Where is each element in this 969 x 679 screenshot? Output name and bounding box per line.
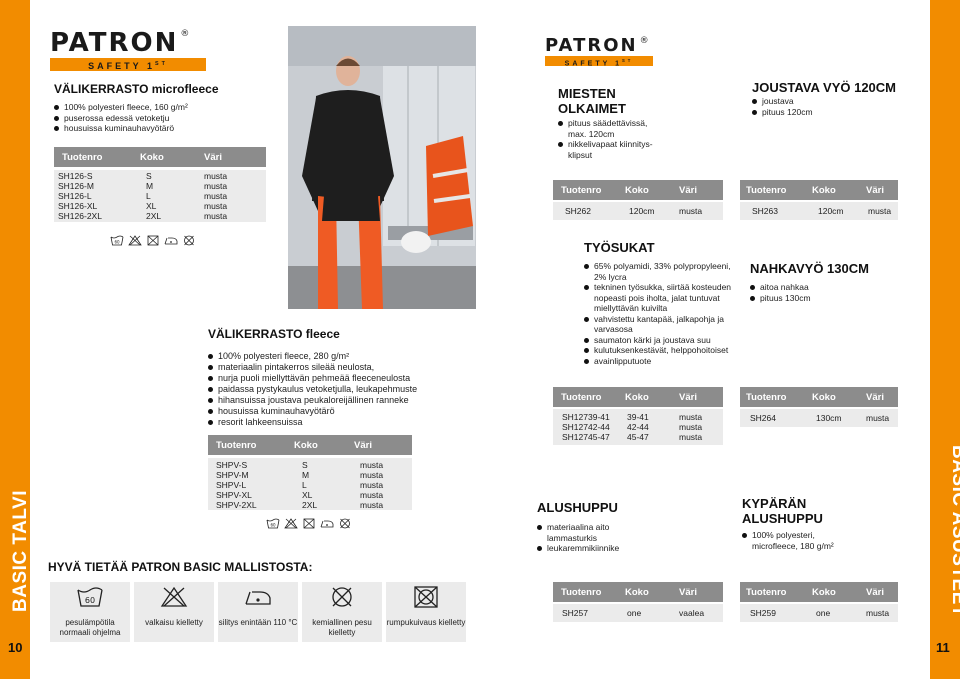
table-cell: musta — [360, 490, 384, 500]
no-tumble-dry-icon — [412, 586, 440, 608]
table-cell: musta — [679, 422, 703, 432]
alushuppu-title: ALUSHUPPU — [537, 500, 618, 515]
table-cell: SH126-L — [58, 191, 92, 201]
alushuppu-feature: materiaalina aito lammasturkis — [537, 522, 637, 543]
fleece-table-body — [208, 458, 412, 510]
tyosukat-feature: saumaton kärki ja joustava suu — [584, 335, 734, 346]
olkaimet-table-header — [553, 180, 723, 200]
fleece-feature: resorit lahkeensuissa — [208, 417, 468, 428]
fleece-feature: 100% polyesteri fleece, 280 g/m² — [208, 351, 468, 362]
olkaimet-title — [558, 86, 626, 116]
col-header-color: Väri — [866, 587, 884, 598]
no-dryclean-icon — [328, 586, 356, 608]
table-cell: XL — [302, 490, 313, 500]
kyparan-alushuppu-features — [742, 530, 852, 551]
table-cell: one — [816, 608, 831, 618]
kyparan-feature: 100% polyesteri, microfleece, 180 g/m² — [742, 530, 852, 551]
brand-tagline-sup-right: ST — [621, 58, 634, 63]
nahkavyo-table-header — [740, 387, 898, 407]
table-cell: musta — [679, 412, 703, 422]
olkaimet-feature: pituus säädettävissä, max. 120cm — [558, 118, 668, 139]
brand-tagline-sup: ST — [154, 61, 168, 67]
joustava-vyo-table-body — [740, 202, 898, 220]
table-cell: vaalea — [679, 608, 705, 618]
no-dryclean-icon — [146, 235, 160, 246]
care-wash-temp: 60 — [84, 596, 96, 605]
side-label-left: BASIC TALVI — [9, 490, 31, 612]
table-cell: 2XL — [302, 500, 318, 510]
col-header-size: Koko — [812, 587, 836, 598]
table-cell: musta — [360, 480, 384, 490]
col-header-color: Väri — [204, 152, 222, 163]
table-cell: SH126-2XL — [58, 211, 102, 221]
microfleece-feature: 100% polyesteri fleece, 160 g/m² — [54, 102, 254, 113]
table-cell: SH259 — [750, 608, 776, 618]
wash-60-icon — [266, 518, 280, 529]
photo-illustration — [288, 26, 476, 309]
table-cell: SH12742-44 — [562, 422, 610, 432]
wash-60-icon — [110, 235, 124, 246]
brand-tagline: SAFETY 1 — [88, 61, 155, 71]
table-cell: musta — [204, 201, 228, 211]
nahkavyo-feature: aitoa nahkaa — [750, 282, 890, 293]
care-item-iron — [218, 582, 298, 642]
no-bleach-icon — [128, 235, 142, 246]
wash-60-icon — [76, 586, 104, 608]
col-header-size: Koko — [625, 587, 649, 598]
brand-logo-right — [545, 37, 657, 66]
table-cell: L — [302, 480, 307, 490]
kyparan-title-line1: KYPÄRÄN — [742, 496, 807, 511]
col-header-color: Väri — [354, 440, 372, 451]
microfleece-feature: housuissa kuminauhavyötärö — [54, 123, 254, 134]
table-cell: musta — [866, 608, 890, 618]
fleece-feature: materiaalin pintakerros sileää neulosta, — [208, 362, 468, 373]
brand-logo-left — [50, 30, 210, 71]
microfleece-care-symbols — [110, 235, 196, 246]
col-header-code: Tuotenro — [561, 185, 602, 196]
table-cell: SH12739-41 — [562, 412, 610, 422]
col-header-code: Tuotenro — [746, 587, 787, 598]
nahkavyo-features — [750, 282, 890, 303]
tyosukat-feature: tekninen työsukka, siirtää kosteuden nopeasti pois iholta, jalat tuntuvat miellyttävän kuivilta — [584, 282, 734, 314]
col-header-code: Tuotenro — [62, 152, 103, 163]
table-cell: musta — [204, 181, 228, 191]
alushuppu-table-body — [553, 604, 723, 622]
no-tumble-dry-icon — [338, 518, 352, 529]
col-header-code: Tuotenro — [561, 587, 602, 598]
brand-name-right: PATRON — [545, 35, 638, 56]
alushuppu-table-header — [553, 582, 723, 602]
table-cell: SH126-XL — [58, 201, 98, 211]
tyosukat-feature: kulutuksenkestävät, helppohoitoiset — [584, 345, 734, 356]
brand-name: PATRON — [50, 28, 179, 58]
kyparan-alushuppu-title — [742, 496, 823, 526]
col-header-size: Koko — [812, 392, 836, 403]
fleece-table-header — [208, 435, 412, 455]
care-item-label: rumpukuivaus kielletty — [386, 618, 466, 627]
tyosukat-features — [584, 261, 734, 366]
table-cell: musta — [360, 500, 384, 510]
care-item-label: silitys enintään 110 °C — [218, 618, 298, 627]
iron-110-icon — [164, 235, 178, 246]
table-cell: musta — [204, 211, 228, 221]
col-header-size: Koko — [812, 185, 836, 196]
table-cell: SH126-M — [58, 181, 94, 191]
microfleece-features — [54, 102, 254, 134]
table-cell: SHPV-L — [216, 480, 247, 490]
fleece-feature: nurja puoli miellyttävän pehmeää fleeceneulosta — [208, 373, 468, 384]
tyosukat-title: TYÖSUKAT — [584, 240, 655, 255]
kyparan-table-header — [740, 582, 898, 602]
table-cell: 42-44 — [627, 422, 649, 432]
col-header-color: Väri — [679, 185, 697, 196]
col-header-color: Väri — [679, 587, 697, 598]
joustava-vyo-table-header — [740, 180, 898, 200]
brand-reg-right: ® — [639, 36, 651, 46]
table-cell: musta — [204, 191, 228, 201]
microfleece-table-header — [54, 147, 266, 167]
table-cell: SH264 — [750, 413, 776, 423]
table-cell: musta — [360, 470, 384, 480]
table-cell: SHPV-XL — [216, 490, 252, 500]
care-item-label: valkaisu kielletty — [145, 618, 203, 627]
no-dryclean-icon — [302, 518, 316, 529]
page-number-right: 11 — [936, 640, 950, 655]
no-tumble-dry-icon — [182, 235, 196, 246]
microfleece-table-body — [54, 170, 266, 222]
table-cell: SH263 — [752, 206, 778, 216]
col-header-size: Koko — [294, 440, 318, 451]
table-cell: musta — [866, 413, 890, 423]
table-cell: musta — [679, 206, 703, 216]
iron-110-icon — [320, 518, 334, 529]
care-item-dryclean — [302, 582, 382, 642]
table-cell: SH257 — [562, 608, 588, 618]
col-header-color: Väri — [866, 185, 884, 196]
joustava-vyo-feature: joustava — [752, 96, 892, 107]
wash-temp: 60 — [270, 522, 276, 528]
tyosukat-table-header — [553, 387, 723, 407]
care-item-wash — [50, 582, 130, 642]
col-header-code: Tuotenro — [746, 392, 787, 403]
joustava-vyo-title: JOUSTAVA VYÖ 120CM — [752, 80, 896, 95]
table-cell: M — [302, 470, 310, 480]
col-header-size: Koko — [140, 152, 164, 163]
brand-tagline-right: SAFETY 1 — [564, 60, 622, 68]
product-photo-man-in-base-layer — [288, 26, 476, 309]
joustava-vyo-feature: pituus 120cm — [752, 107, 892, 118]
nahkavyo-title: NAHKAVYÖ 130CM — [750, 261, 869, 276]
no-bleach-icon — [160, 586, 188, 608]
col-header-code: Tuotenro — [216, 440, 257, 451]
table-cell: musta — [679, 432, 703, 442]
table-cell: 45-47 — [627, 432, 649, 442]
col-header-color: Väri — [866, 392, 884, 403]
table-cell: musta — [204, 171, 228, 181]
care-guide-title: HYVÄ TIETÄÄ PATRON BASIC MALLISTOSTA: — [48, 560, 313, 574]
col-header-size: Koko — [625, 185, 649, 196]
col-header-color: Väri — [679, 392, 697, 403]
table-cell: L — [146, 191, 151, 201]
brand-reg: ® — [180, 29, 192, 39]
iron-110-icon — [244, 586, 272, 608]
table-cell: 130cm — [816, 413, 842, 423]
care-item-bleach — [134, 582, 214, 642]
tyosukat-feature: avainlipputuote — [584, 356, 734, 367]
kyparan-table-body — [740, 604, 898, 622]
tyosukat-feature: vahvistettu kantapää, jalkapohja ja varvasosa — [584, 314, 734, 335]
table-cell: SHPV-2XL — [216, 500, 257, 510]
table-cell: SH126-S — [58, 171, 93, 181]
fleece-feature: paidassa pystykaulus vetoketjulla, leukapehmuste — [208, 384, 468, 395]
joustava-vyo-features — [752, 96, 892, 117]
table-cell: SHPV-M — [216, 470, 249, 480]
table-cell: one — [627, 608, 642, 618]
olkaimet-title-line1: MIESTEN — [558, 86, 616, 101]
table-cell: XL — [146, 201, 157, 211]
fleece-features — [208, 351, 468, 428]
table-cell: M — [146, 181, 154, 191]
tyosukat-table-body — [553, 409, 723, 445]
olkaimet-table-body — [553, 202, 723, 220]
table-cell: SH262 — [565, 206, 591, 216]
nahkavyo-table-body — [740, 409, 898, 427]
col-header-code: Tuotenro — [746, 185, 787, 196]
wash-temp: 60 — [114, 239, 120, 245]
table-cell: 120cm — [629, 206, 655, 216]
nahkavyo-feature: pituus 130cm — [750, 293, 890, 304]
table-cell: 39-41 — [627, 412, 649, 422]
fleece-care-symbols — [266, 518, 352, 529]
fleece-feature: housuissa kuminauhavyötärö — [208, 406, 468, 417]
col-header-size: Koko — [625, 392, 649, 403]
care-item-label: pesulämpötila normaali ohjelma — [59, 618, 121, 637]
microfleece-feature: puserossa edessä vetoketju — [54, 113, 254, 124]
fleece-title: VÄLIKERRASTO fleece — [208, 327, 340, 341]
microfleece-title: VÄLIKERRASTO microfleece — [54, 82, 219, 96]
col-header-code: Tuotenro — [561, 392, 602, 403]
table-cell: SHPV-S — [216, 460, 248, 470]
olkaimet-feature: nikkelivapaat kiinnitys-klipsut — [558, 139, 668, 160]
olkaimet-features — [558, 118, 668, 160]
care-item-label: kemiallinen pesu kielletty — [312, 618, 372, 637]
table-cell: 2XL — [146, 211, 162, 221]
alushuppu-feature: leukaremmikiinnike — [537, 543, 637, 554]
page-number-left: 10 — [8, 640, 23, 655]
table-cell: musta — [868, 206, 892, 216]
side-label-right: BASIC ASUSTEET — [948, 444, 969, 618]
table-cell: S — [302, 460, 308, 470]
table-cell: 120cm — [818, 206, 844, 216]
tyosukat-feature: 65% polyamidi, 33% polypropyleeni, 2% lycra — [584, 261, 734, 282]
alushuppu-features — [537, 522, 637, 554]
fleece-feature: hihansuissa joustava peukaloreijällinen ranneke — [208, 395, 468, 406]
table-cell: S — [146, 171, 152, 181]
no-bleach-icon — [284, 518, 298, 529]
care-item-tumble — [386, 582, 466, 642]
olkaimet-title-line2: OLKAIMET — [558, 101, 626, 116]
table-cell: SH12745-47 — [562, 432, 610, 442]
table-cell: musta — [360, 460, 384, 470]
kyparan-title-line2: ALUSHUPPU — [742, 511, 823, 526]
